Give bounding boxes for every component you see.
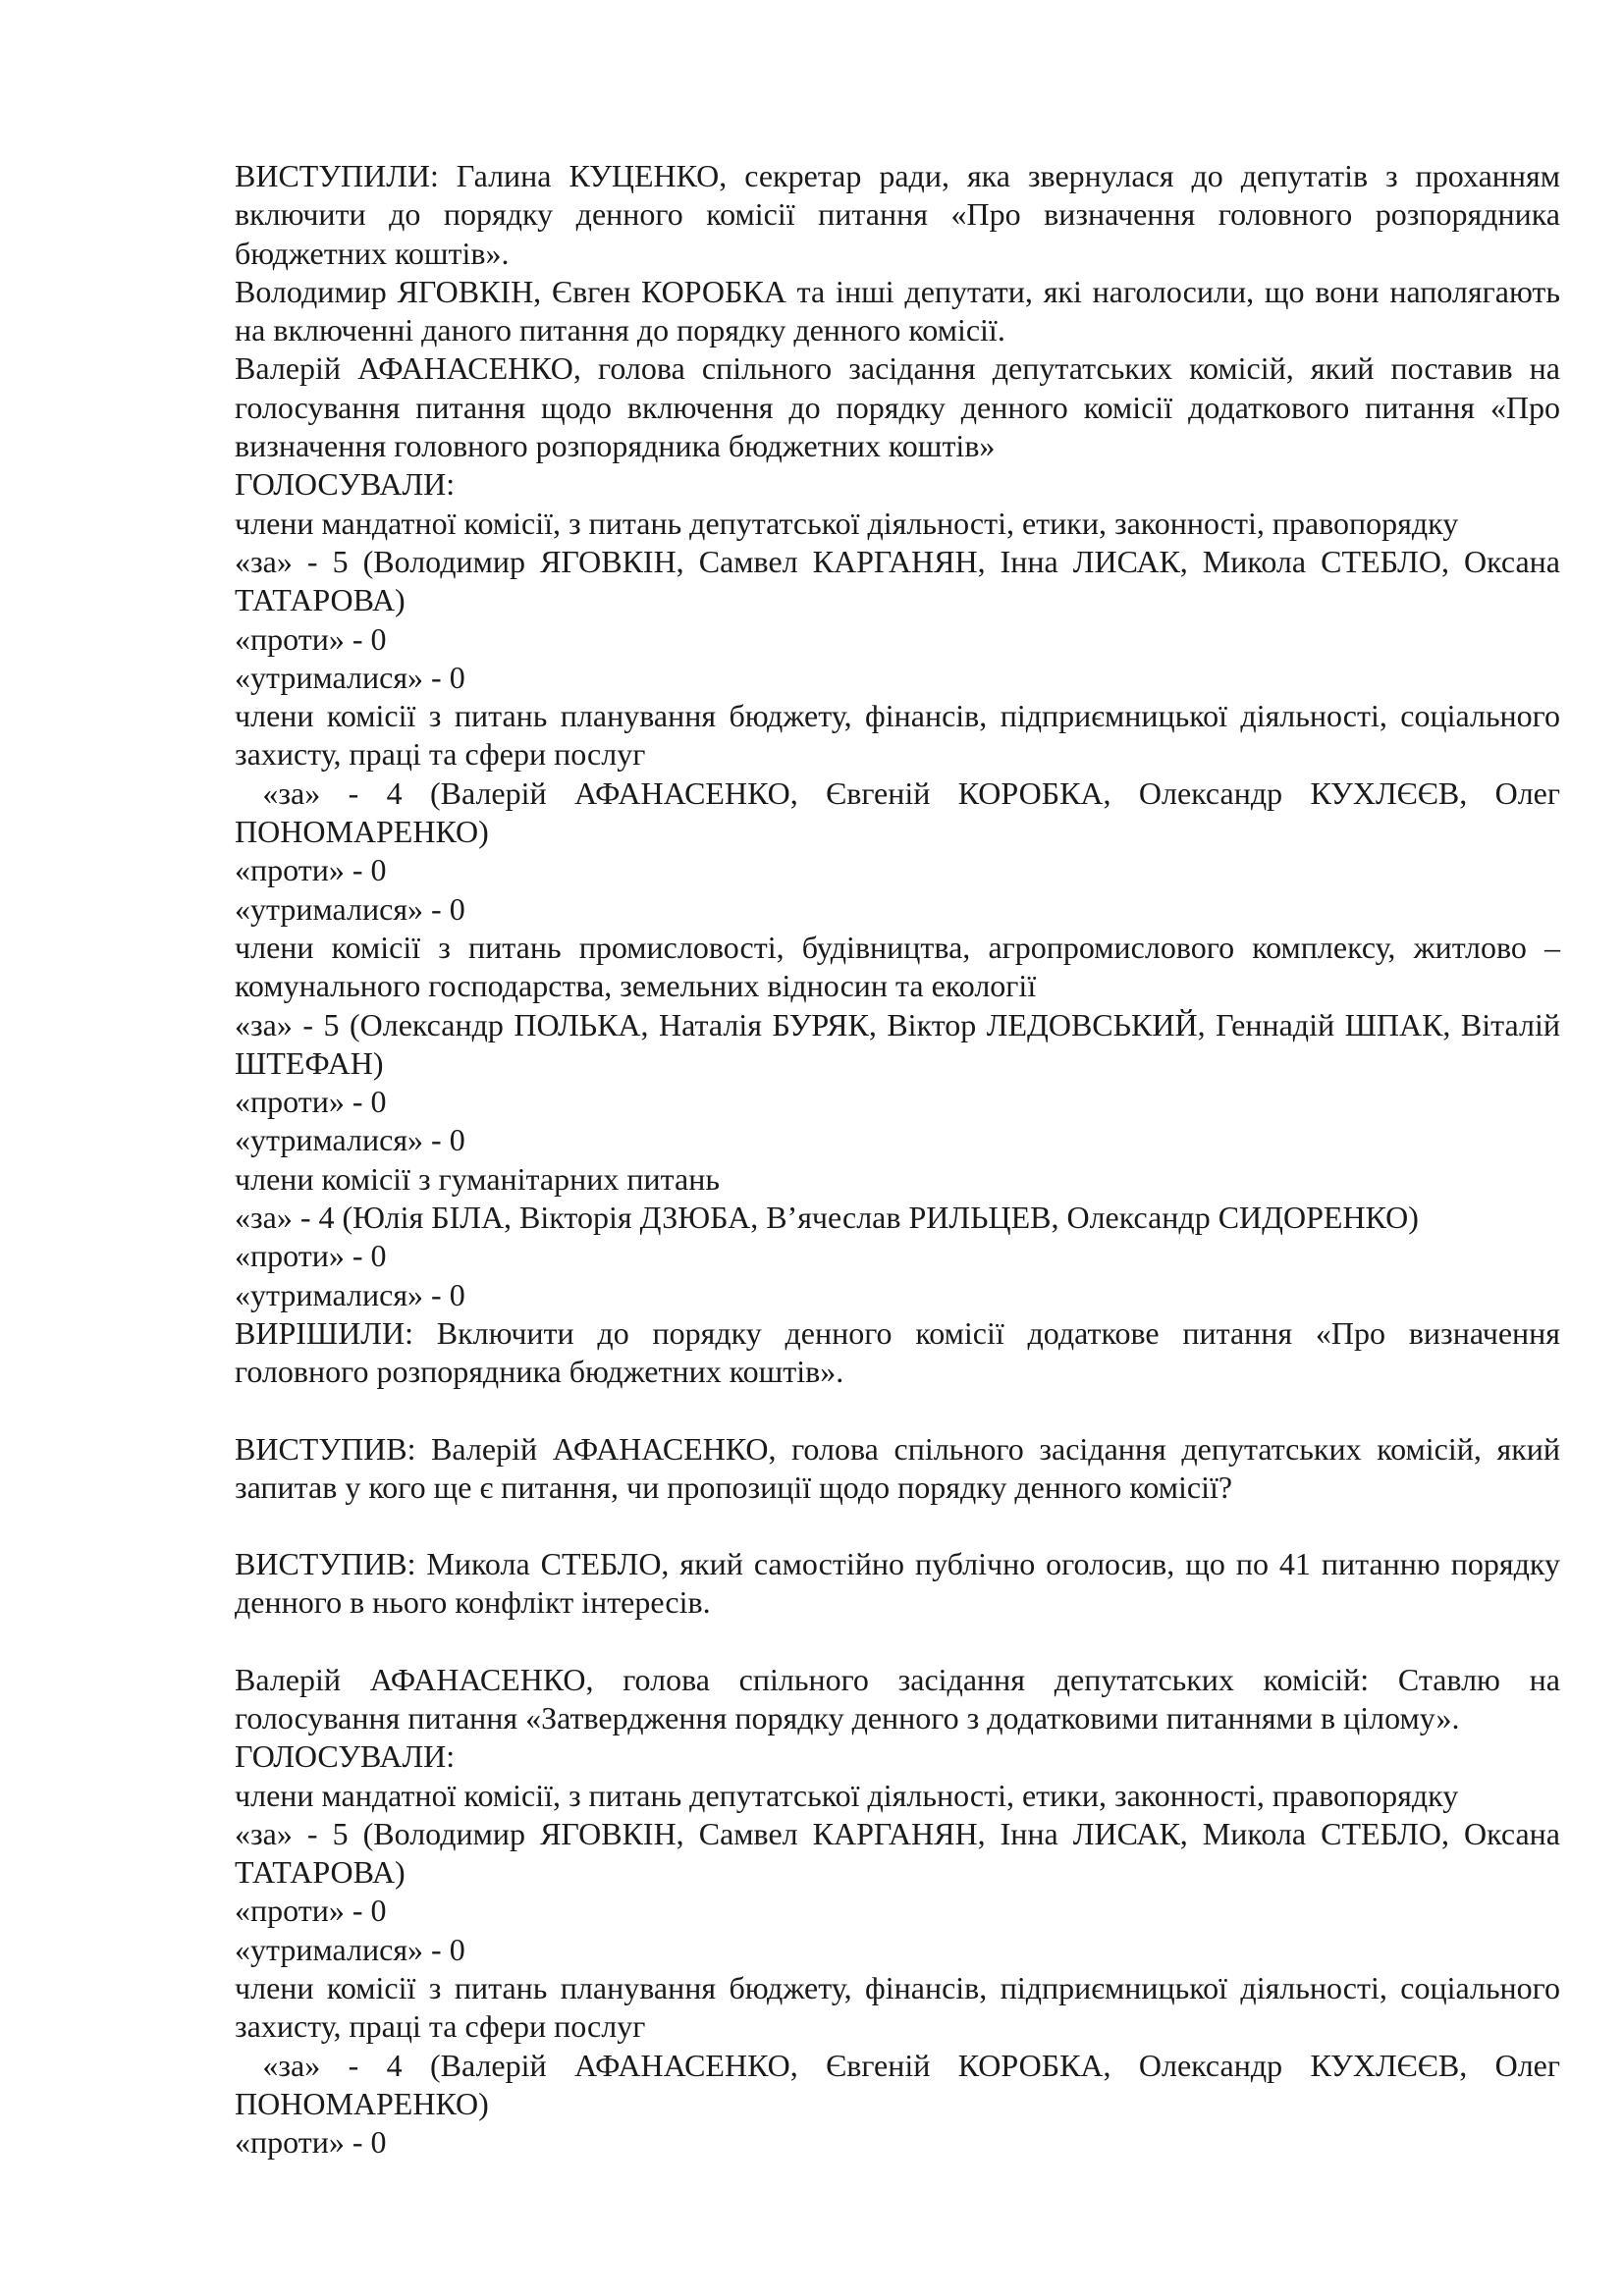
paragraph-spacer — [235, 1392, 1560, 1430]
votes-abstained: «утрималися» - 0 — [235, 659, 465, 695]
votes-against: «проти» - 0 — [235, 1893, 387, 1929]
votes-for: «за» - 5 (Володимир ЯГОВКІН, Самвел КАРГАНЯН, Інна ЛИСАК, Микола СТЕБЛО, Оксана ТАТАРОВА) — [235, 1815, 1560, 1891]
votes-against: «проти» - 0 — [235, 1084, 387, 1120]
voting-heading: ГОЛОСУВАЛИ: — [235, 466, 456, 503]
votes-against: «проти» - 0 — [235, 620, 387, 657]
votes-for: «за» - 5 (Олександр ПОЛЬКА, Наталія БУРЯК, Віктор ЛЕДОВСЬКИЙ, Геннадій ШПАК, Віталій ШТЕФАН) — [235, 1006, 1560, 1081]
votes-for: «за» - 5 (Володимир ЯГОВКІН, Самвел КАРГАНЯН, Інна ЛИСАК, Микола СТЕБЛО, Оксана ТАТАРОВА) — [235, 543, 1560, 618]
speaker-paragraph: Валерій АФАНАСЕНКО, голова спільного засідання депутатських комісій, який поставив на голосування питання щодо включення до порядку денного комісії додаткового питання «Про визначення головного розпорядника бюджетних коштів» — [235, 350, 1560, 464]
votes-against: «проти» - 0 — [235, 2124, 387, 2161]
votes-against: «проти» - 0 — [235, 852, 387, 888]
votes-abstained: «утрималися» - 0 — [235, 1931, 465, 1967]
voting-heading: ГОЛОСУВАЛИ: — [235, 1738, 456, 1775]
document-page — [235, 157, 1569, 2163]
speaker-paragraph: Володимир ЯГОВКІН, Євген КОРОБКА та інші депутати, які наголосили, що вони наполягають на включенні даного питання до порядку денного комісії. — [235, 273, 1560, 348]
speaker-paragraph: ВИСТУПИЛИ: Галина КУЦЕНКО, секретар ради, яка звернулася до депутатів з проханням включити до порядку денного комісії питання «Про визначення головного розпорядника бюджетних коштів». — [235, 158, 1560, 271]
committee-name: члени комісії з гуманітарних питань — [235, 1160, 720, 1197]
speaker-paragraph: ВИСТУПИВ: Микола СТЕБЛО, який самостійно публічно оголосив, що по 41 питанню порядку денного в нього конфлікт інтересів. — [235, 1546, 1560, 1621]
committee-name: члени комісії з питань планування бюджету, фінансів, підприємницької діяльності, соціального захисту, праці та сфери послуг — [235, 698, 1560, 773]
committee-name: члени мандатної комісії, з питань депутатської діяльності, етики, законності, правопорядку — [235, 505, 1459, 541]
paragraph-spacer — [235, 1507, 1560, 1545]
votes-abstained: «утрималися» - 0 — [235, 1122, 465, 1158]
votes-abstained: «утрималися» - 0 — [235, 1276, 465, 1312]
committee-name: члени мандатної комісії, з питань депутатської діяльності, етики, законності, правопорядку — [235, 1777, 1459, 1813]
decision-paragraph: ВИРІШИЛИ: Включити до порядку денного комісії додаткове питання «Про визначення головного розпорядника бюджетних коштів». — [235, 1314, 1560, 1390]
votes-for: «за» - 4 (Валерій АФАНАСЕНКО, Євгеній КОРОБКА, Олександр КУХЛЄЄВ, Олег ПОНОМАРЕНКО) — [235, 2047, 1569, 2121]
speaker-paragraph: ВИСТУПИВ: Валерій АФАНАСЕНКО, голова спільного засідання депутатських комісій, який запитав у кого ще є питання, чи пропозиції щодо порядку денного комісії? — [235, 1430, 1560, 1505]
committee-name: члени комісії з питань промисловості, будівництва, агропромислового комплексу, житлово – комунального господарства, земельних відносин та екології — [235, 929, 1560, 1004]
committee-name: члени комісії з питань планування бюджету, фінансів, підприємницької діяльності, соціального захисту, праці та сфери послуг — [235, 1970, 1560, 2045]
votes-against: «проти» - 0 — [235, 1238, 387, 1274]
paragraph-spacer — [235, 1623, 1560, 1661]
votes-for: «за» - 4 (Валерій АФАНАСЕНКО, Євгеній КОРОБКА, Олександр КУХЛЄЄВ, Олег ПОНОМАРЕНКО) — [235, 774, 1569, 850]
speaker-paragraph: Валерій АФАНАСЕНКО, голова спільного засідання депутатських комісій: Ставлю на голосування питання «Затвердження порядку денного з додатковими питаннями в цілому». — [235, 1661, 1560, 1735]
votes-abstained: «утрималися» - 0 — [235, 890, 465, 927]
votes-for: «за» - 4 (Юлія БІЛА, Вікторія ДЗЮБА, В’ячеслав РИЛЬЦЕВ, Олександр СИДОРЕНКО) — [235, 1200, 1419, 1236]
